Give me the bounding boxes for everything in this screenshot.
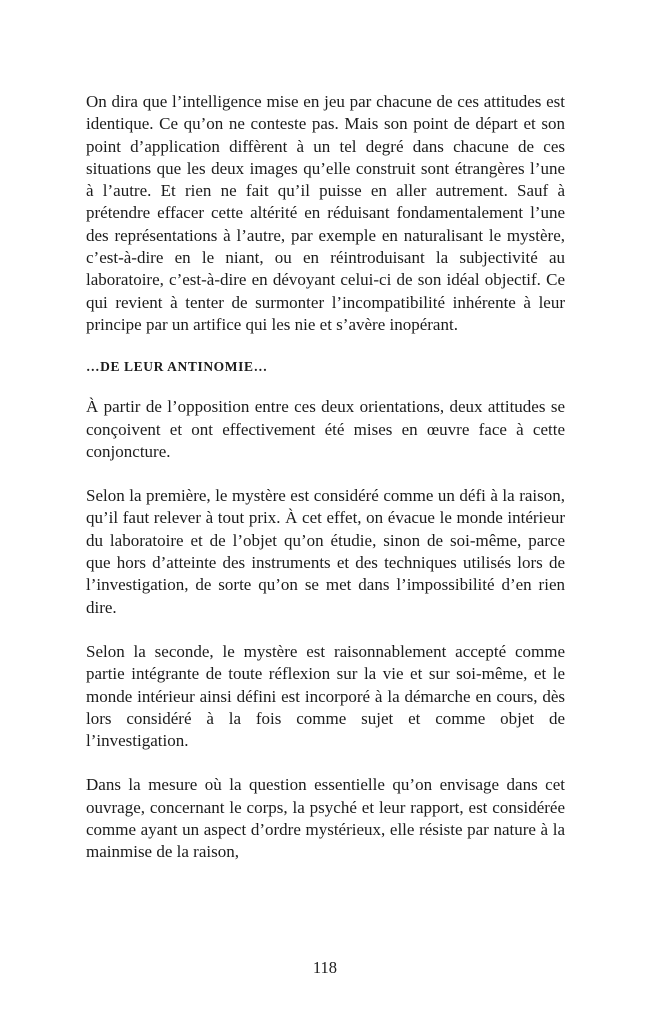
paragraph: Dans la mesure où la question essentielle qu’on envisage dans cet ouvrage, concernant le corps, la psyché et leur rapport, est considérée comme ayant un aspect d’ordre mystérieux, elle résiste par nature à la mainmise de la raison, [86,775,565,862]
paragraph: On dira que l’intelligence mise en jeu par chacune de ces attitudes est identique. Ce qu’on ne conteste pas. Mais son point de départ et son point d’application diffèrent à un tel degré dans chacune de ces situations que les deux images qu’elle construit sont étrangères l’une à l’autre. Et rien ne fait qu’il puisse en aller autrement. Sauf à prétendre effacer cette altérité en réduisant fondamentalement l’une des représentations à l’autre, par exemple en naturalisant le mystère, c’est-à-dire en le niant, ou en réintroduisant la subjectivité au laboratoire, c’est-à-dire en dévoyant celui-ci de son idéal objectif. Ce qui revient à tenter de surmonter l’incompatibilité inhérente à leur principe par un artifice qui les nie et s’avère inopérant. [86,92,565,334]
paragraph: Selon la première, le mystère est considéré comme un défi à la raison, qu’il faut relever à tout prix. À cet effet, on évacue le monde intérieur du laboratoire et de l’objet qu’on étudie, sinon de soi-même, parce que hors d’atteinte des instruments et des techniques utilisés lors de l’investigation, de sorte qu’on se met dans l’impossibilité d’en rien dire. [86,486,565,617]
section-heading: …DE LEUR ANTINOMIE… [86,359,268,375]
paragraph: À partir de l’opposition entre ces deux orientations, deux attitudes se conçoivent et ont effectivement été mises en œuvre face à cette conjoncture. [86,397,565,461]
paragraph: Selon la seconde, le mystère est raisonnablement accepté comme partie intégrante de toute réflexion sur la vie et sur soi-même, et le monde intérieur ainsi défini est incorporé à la démarche en cours, dès lors considéré à la fois comme sujet et comme objet de l’investigation. [86,641,565,751]
page-number: 118 [312,958,338,977]
